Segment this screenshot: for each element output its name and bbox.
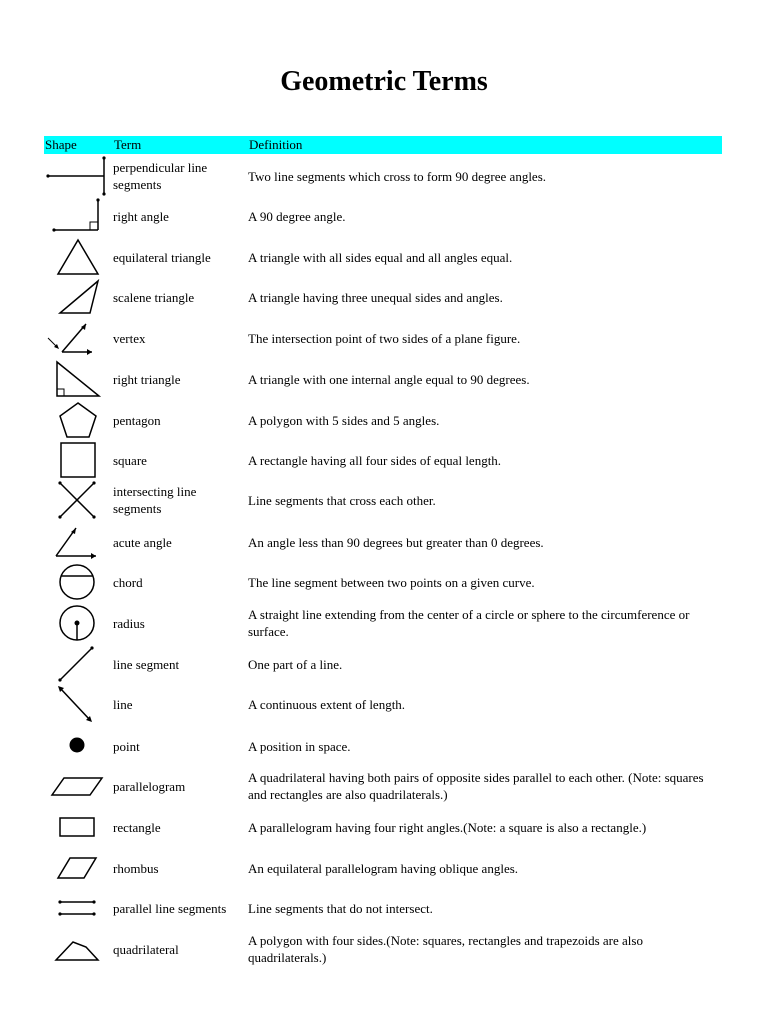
definition-cell: A triangle with one internal angle equal to 90 degrees. xyxy=(248,371,530,387)
table-row xyxy=(44,440,724,480)
term-cell: intersecting line segments xyxy=(113,484,197,516)
definition-cell: A quadrilateral having both pairs of opposite sides parallel to each other. (Note: squares and rectangles are also quadrilaterals.) xyxy=(248,770,704,802)
definition-cell: Line segments that cross each other. xyxy=(248,492,436,508)
term-cell: line segment xyxy=(113,656,180,672)
parallelogram-icon xyxy=(46,766,106,806)
table-row xyxy=(44,766,724,806)
definition-cell: An angle less than 90 degrees but greater than 0 degrees. xyxy=(248,534,544,550)
scalene-triangle-icon xyxy=(46,277,106,317)
definition-cell: A triangle having three unequal sides and angles. xyxy=(248,289,503,305)
definition-cell: A position in space. xyxy=(248,738,351,754)
term-cell: rhombus xyxy=(113,860,159,876)
quadrilateral-icon xyxy=(46,929,106,969)
page-title: Geometric Terms xyxy=(280,66,488,97)
table-row xyxy=(44,156,724,196)
term-cell: parallel line segments xyxy=(113,900,227,916)
table-row xyxy=(44,644,724,684)
rhombus-icon xyxy=(46,848,106,888)
term-cell: vertex xyxy=(113,330,146,346)
term-cell: parallelogram xyxy=(113,778,186,794)
definition-cell: Two line segments which cross to form 90 degree angles. xyxy=(248,168,547,184)
header-term: Term xyxy=(114,137,142,152)
term-cell: radius xyxy=(113,615,145,631)
definition-cell: A polygon with 5 sides and 5 angles. xyxy=(248,412,440,428)
definition-cell: One part of a line. xyxy=(248,656,343,672)
definition-cell: An equilateral parallelogram having oblique angles. xyxy=(248,860,519,876)
term-cell: acute angle xyxy=(113,534,172,550)
table-row xyxy=(44,400,724,440)
parallel-line-segments-icon xyxy=(46,888,106,928)
table-row xyxy=(44,726,724,766)
table-row xyxy=(44,888,724,928)
definition-cell: A parallelogram having four right angles.(Note: a square is also a rectangle.) xyxy=(248,819,647,835)
term-cell: right triangle xyxy=(113,371,181,387)
table-row xyxy=(44,562,724,602)
table-row xyxy=(44,807,724,847)
point-icon xyxy=(46,726,106,766)
line-icon xyxy=(46,684,106,724)
definition-cell: A continuous extent of length. xyxy=(248,696,406,712)
table-row xyxy=(44,684,724,724)
header-shape: Shape xyxy=(45,137,77,152)
term-cell: point xyxy=(113,738,140,754)
term-cell: right angle xyxy=(113,208,169,224)
definition-cell: Line segments that do not intersect. xyxy=(248,900,433,916)
table-row xyxy=(44,196,724,236)
definition-cell: A polygon with four sides.(Note: squares, rectangles and trapezoids are also quadrilaterals.) xyxy=(248,933,643,965)
table-row xyxy=(44,522,724,562)
table-row xyxy=(44,277,724,317)
table-row xyxy=(44,603,724,643)
right-triangle-icon xyxy=(46,359,106,399)
table-row xyxy=(44,480,724,520)
radius-icon xyxy=(46,603,106,643)
right-angle-icon xyxy=(46,196,106,236)
square-icon xyxy=(46,440,106,480)
table-row xyxy=(44,237,724,277)
term-cell: scalene triangle xyxy=(113,289,195,305)
term-cell: pentagon xyxy=(113,412,161,428)
header-definition: Definition xyxy=(249,137,303,152)
table-row xyxy=(44,929,724,969)
table-row xyxy=(44,318,724,358)
definition-cell: The line segment between two points on a given curve. xyxy=(248,574,535,590)
term-cell: perpendicular line segments xyxy=(113,160,208,192)
line-segment-icon xyxy=(46,644,106,684)
chord-icon xyxy=(46,562,106,602)
term-cell: equilateral triangle xyxy=(113,249,211,265)
definition-cell: A triangle with all sides equal and all angles equal. xyxy=(248,249,513,265)
equilateral-triangle-icon xyxy=(46,237,106,277)
definition-cell: A rectangle having all four sides of equal length. xyxy=(248,452,502,468)
rectangle-icon xyxy=(46,807,106,847)
term-cell: quadrilateral xyxy=(113,941,179,957)
intersecting-line-segments-icon xyxy=(46,480,106,520)
term-cell: line xyxy=(113,696,133,712)
table-row xyxy=(44,848,724,888)
vertex-icon xyxy=(46,318,106,358)
term-cell: rectangle xyxy=(113,819,161,835)
definition-cell: A straight line extending from the center of a circle or sphere to the circumference or surface. xyxy=(248,607,690,639)
term-cell: chord xyxy=(113,574,143,590)
table-row xyxy=(44,359,724,399)
definition-cell: The intersection point of two sides of a plane figure. xyxy=(248,330,521,346)
term-cell: square xyxy=(113,452,147,468)
table-header xyxy=(44,136,722,154)
perpendicular-line-segments-icon xyxy=(46,156,106,196)
pentagon-icon xyxy=(46,400,106,440)
acute-angle-icon xyxy=(46,522,106,562)
definition-cell: A 90 degree angle. xyxy=(248,208,346,224)
